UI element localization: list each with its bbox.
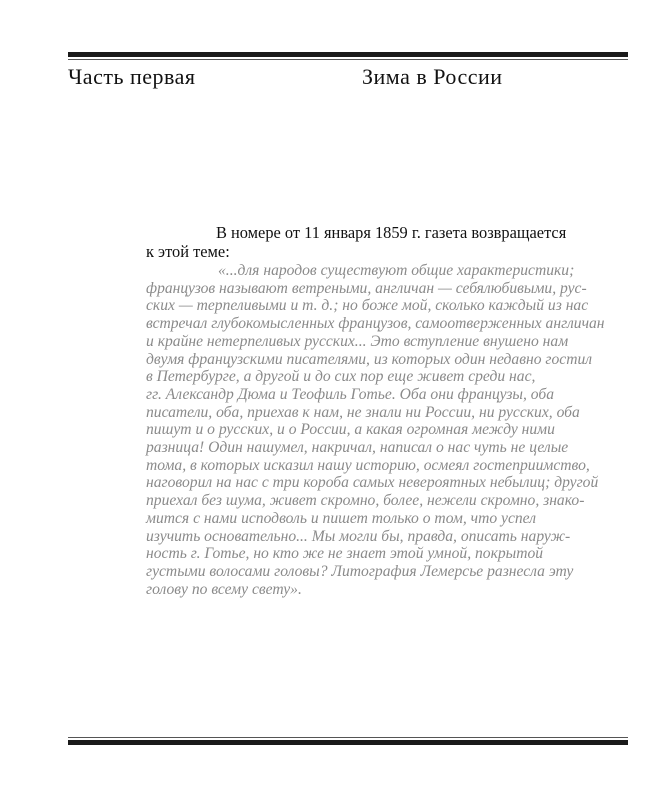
quote-line: писатели, оба, приехав к нам, не знали ни России, ни русских, оба — [146, 403, 580, 421]
quote-line: мится с нами исподволь и пишет только о том, что успел — [146, 509, 537, 527]
intro-line: В номере от 11 января 1859 г. газета возвращается — [216, 223, 567, 242]
quote-line: гг. Александр Дюма и Теофиль Готье. Оба они французы, оба — [146, 385, 555, 403]
top-rule-thin — [68, 59, 628, 60]
quote-line: ских — терпеливыми и т. д.; но боже мой, сколько каждый из нас — [146, 297, 589, 315]
quote-line: изучить основательно... Мы могли бы, правда, описать наруж- — [146, 527, 571, 545]
top-rule — [68, 52, 628, 57]
quote-line: в Петербурге, а другой и до сих пор еще живет среди нас, — [146, 368, 536, 386]
quote-line: разница! Один нашумел, накричал, написал о нас чуть не целые — [146, 439, 569, 457]
quote-line: ность г. Готье, но кто же не знает этой умной, покрытой — [146, 545, 544, 563]
quote-line: голову по всему свету». — [146, 580, 302, 598]
quote-line: приехал без шума, живет скромно, более, нежели скромно, знако- — [146, 492, 585, 510]
quote-line: густыми волосами головы? Литография Лемерсье разнесла эту — [146, 562, 574, 580]
intro-line: к этой теме: — [146, 242, 230, 261]
quote-line: пишут и о русских, и о России, а какая огромная между ними — [146, 421, 555, 439]
quote-line: и крайне нетерпеливых русских... Это вступление внушено нам — [146, 332, 569, 350]
running-header-part: Часть первая — [68, 64, 196, 89]
quotation-block — [146, 262, 626, 598]
quote-line: тома, в которых исказил нашу историю, осмеял гостеприимство, — [146, 456, 590, 474]
intro-paragraph — [146, 223, 618, 261]
quote-line: наговорил на нас с три короба самых невероятных небылиц; другой — [146, 474, 599, 492]
running-header-chapter: Зима в России — [362, 64, 503, 89]
bottom-rule — [68, 740, 628, 745]
quote-line: «...для народов существуют общие характеристики; — [218, 262, 575, 279]
quote-line: французов называют ветреными, англичан — себялюбивыми, рус- — [146, 279, 587, 297]
quote-line: встречал глубокомысленных французов, самоотверженных англичан — [146, 315, 605, 333]
bottom-rule-thin — [68, 737, 628, 738]
quote-line: двумя французскими писателями, из которых один недавно гостил — [146, 350, 593, 368]
